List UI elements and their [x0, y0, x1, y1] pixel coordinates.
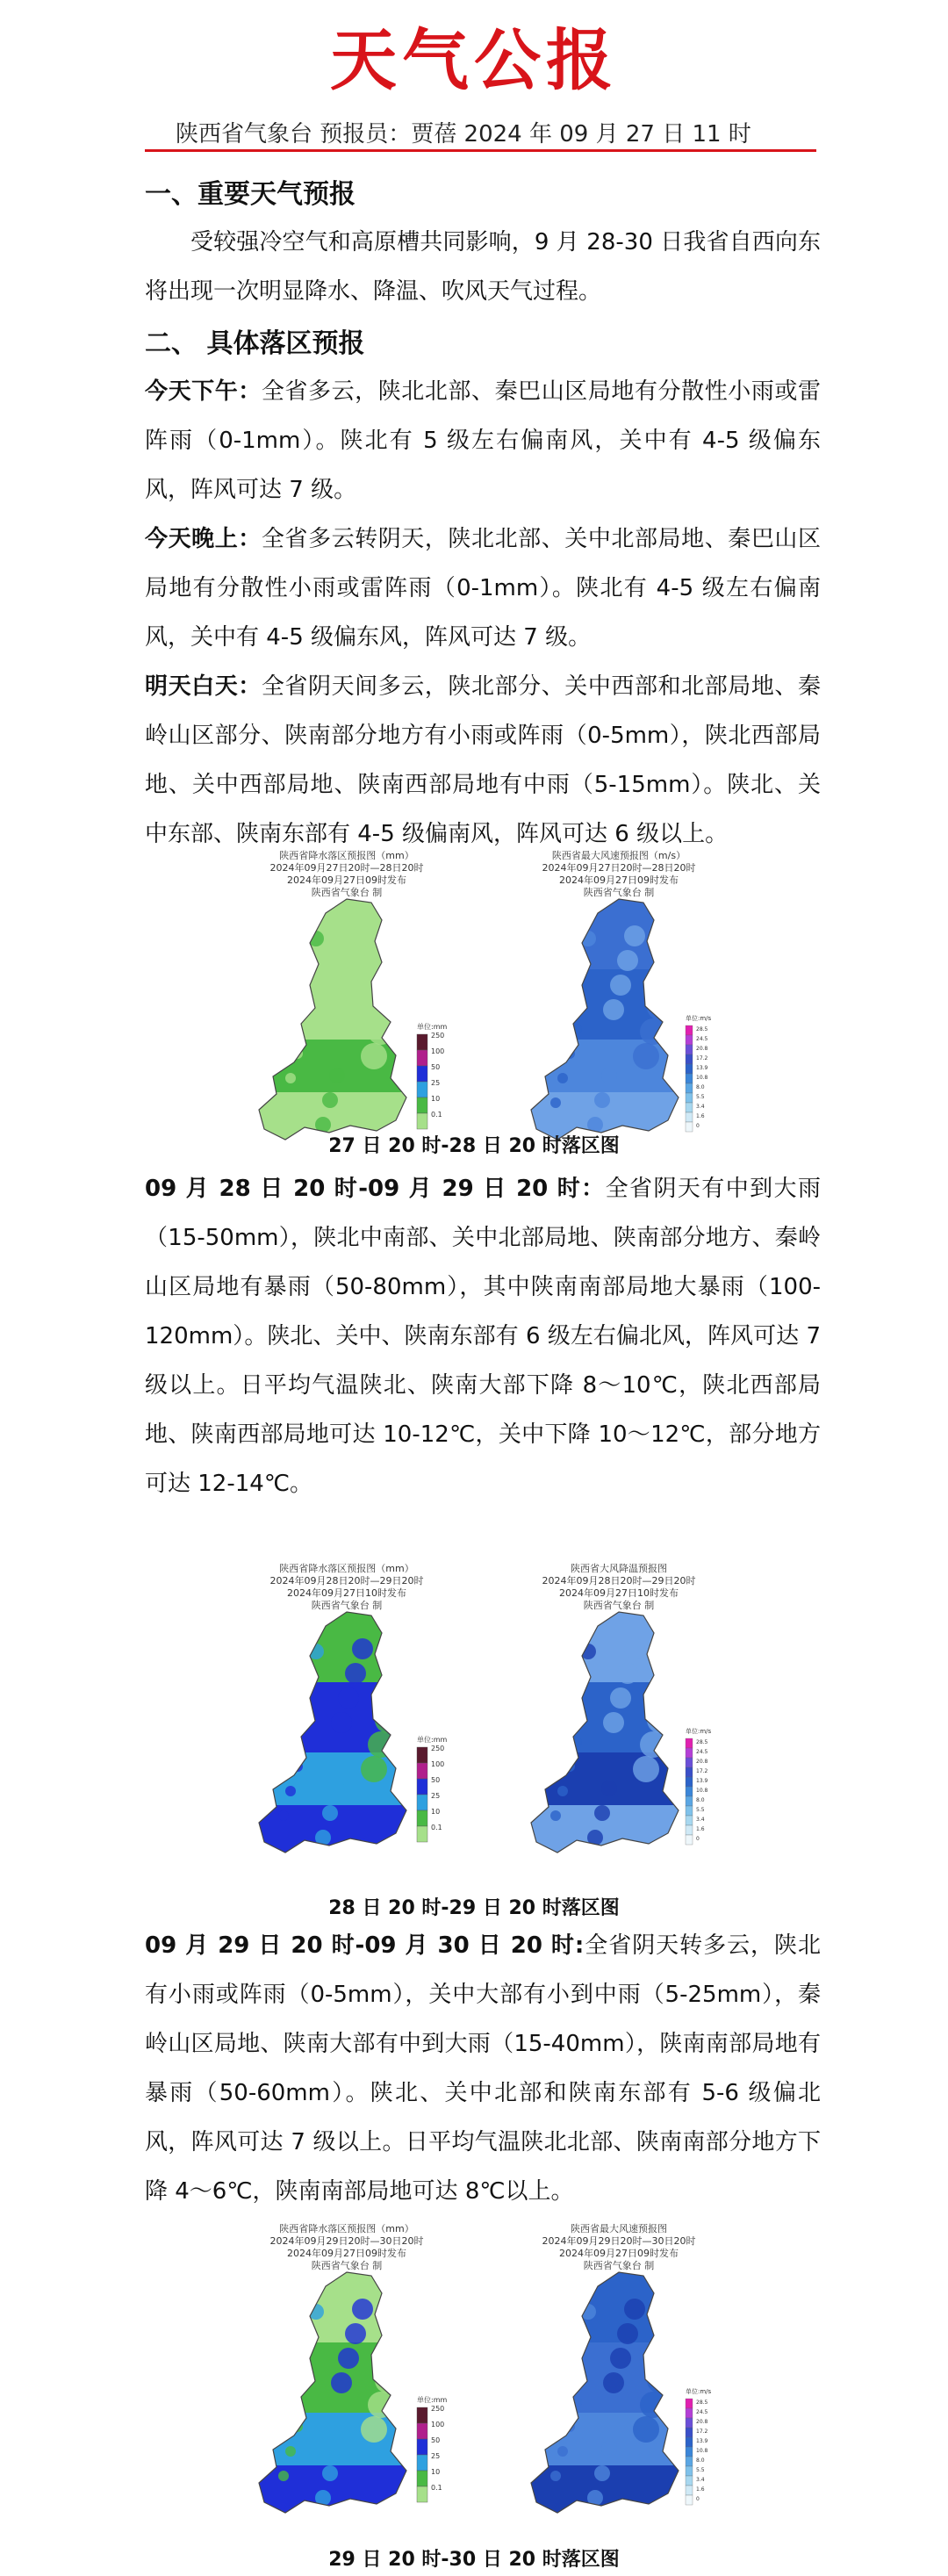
wind-map [514, 890, 724, 1145]
wind-legend-swatch [686, 2457, 693, 2466]
bulletin-title: 天气公报 [330, 21, 618, 99]
wind-map-patch [633, 1756, 659, 1782]
wind-map-patch [594, 2465, 610, 2481]
wind-map [514, 1603, 724, 1858]
rain-legend-unit: 单位:mm [417, 2396, 448, 2404]
rain-legend-swatch [417, 1747, 427, 1763]
rain-legend-tick: 0.1 [431, 2484, 442, 2492]
wind-legend-tick: 3.4 [696, 1104, 705, 1110]
wind-map-patch [633, 1043, 659, 1069]
rain-legend-tick: 100 [431, 2421, 445, 2428]
rain-map-patch [331, 1712, 352, 1733]
wind-legend-tick: 1.6 [696, 1113, 705, 1119]
wind-legend-tick: 8.0 [696, 1084, 705, 1090]
forecast-day2-text: 全省阴天有中到大雨（15-50mm），陕北中南部、关中北部局地、陕南部分地方、秦岭山区局地有暴雨（50-80mm），其中陕南南部局地大暴雨（100-120mm）。陕北、关中、陕南东部有 6 级左右偏北风，阵风可达 7 级以上。日平均气温陕北、陕南大部下降 8～10℃，陕北西部局地、陕南西部局地可达 10-12℃，关中下降 10～12℃，部分地方可达 12-14℃。 [145, 1176, 821, 1497]
wind-map-patch [603, 2372, 624, 2393]
wind-legend-swatch [686, 1054, 693, 1064]
wind-legend-swatch [686, 1777, 693, 1787]
rain-legend-tick: 50 [431, 1776, 441, 1784]
wind-legend-swatch [686, 2399, 693, 2408]
rain-legend [417, 2395, 447, 2502]
rain-map-patch [382, 2342, 408, 2369]
map-row-1 [145, 850, 821, 1129]
rain-map-header-line4: 陕西省气象台 制 [311, 1600, 383, 1611]
wind-legend-swatch [686, 1074, 693, 1083]
rain-legend-tick: 100 [431, 1047, 445, 1055]
wind-legend-swatch [686, 1083, 693, 1093]
wind-map-patch [543, 1624, 554, 1635]
wind-map-patch [624, 1638, 645, 1659]
wind-legend-tick: 10.8 [696, 2448, 708, 2454]
wind-map-patch [610, 975, 631, 996]
wind-map-header-line1: 陕西省最大风速预报图 [571, 2223, 667, 2234]
wind-legend-tick: 17.2 [696, 2428, 708, 2435]
rain-map-patch [345, 1663, 366, 1684]
rain-map-header-line1: 陕西省降水落区预报图（mm） [279, 850, 414, 861]
rain-map-patch [278, 2471, 289, 2481]
rain-legend-tick: 50 [431, 2436, 441, 2444]
forecast-tonight [145, 514, 821, 662]
wind-map-patch [654, 2342, 680, 2369]
map-row-3 [145, 2223, 821, 2502]
forecast-tomorrow-label: 明天白天： [145, 673, 262, 700]
wind-map-header-line3: 2024年09月27日09时发布 [559, 2248, 679, 2259]
rain-map-patch [361, 1043, 387, 1069]
rain-legend-swatch [417, 1810, 427, 1826]
wind-legend-tick: 17.2 [696, 1055, 708, 1061]
wind-legend-swatch [686, 1025, 693, 1035]
bulletin-byline: 陕西省气象台 预报员：贾蓓 2024 年 09 月 27 日 11 时 [176, 121, 751, 148]
rain-legend-swatch [417, 1050, 427, 1066]
wind-legend-tick: 20.8 [696, 1759, 708, 1765]
wind-map-patch [557, 1786, 568, 1796]
rain-legend-tick: 25 [431, 1079, 441, 1087]
rain-map-patch [382, 1682, 408, 1709]
rain-map-header-line1: 陕西省降水落区预报图（mm） [279, 2223, 414, 2234]
forecast-day2-label: 09 月 28 日 20 时-09 月 29 日 20 时： [145, 1176, 606, 1202]
wind-legend-swatch [686, 1767, 693, 1777]
wind-map-patch [557, 2446, 568, 2457]
rain-map-patch [352, 1638, 373, 1659]
rain-map-patch [278, 1810, 289, 1821]
wind-legend-swatch [686, 1103, 693, 1112]
wind-legend-swatch [686, 1112, 693, 1122]
forecast-day2 [145, 1164, 821, 1508]
wind-map-patch [594, 1805, 610, 1821]
rain-legend [417, 1022, 447, 1129]
rain-map-patch [278, 1097, 289, 1108]
wind-map-header-line4: 陕西省气象台 制 [583, 2260, 655, 2271]
wind-map-patch [610, 1687, 631, 1709]
wind-legend-tick: 8.0 [696, 2457, 705, 2464]
wind-legend-swatch [686, 2466, 693, 2476]
wind-legend [686, 1014, 712, 1132]
rain-legend-swatch [417, 1097, 427, 1113]
rain-map-patch [329, 2441, 345, 2457]
rain-legend-swatch [417, 2486, 427, 2502]
wind-legend-swatch [686, 1748, 693, 1758]
wind-legend-tick: 24.5 [696, 1749, 708, 1755]
rain-map-patch [361, 2416, 387, 2443]
wind-legend-tick: 8.0 [696, 1797, 705, 1803]
wind-legend-tick: 28.5 [696, 2400, 708, 2406]
rain-legend-swatch [417, 1034, 427, 1050]
wind-legend-tick: 10.8 [696, 1075, 708, 1081]
wind-map-patch [601, 2441, 617, 2457]
rain-map-patch [299, 1737, 310, 1747]
wind-legend [686, 2387, 712, 2505]
forecast-afternoon-label: 今天下午： [145, 378, 262, 405]
wind-map-header-line1: 陕西省最大风速预报图（m/s） [551, 850, 686, 861]
rain-map-header-line1: 陕西省降水落区预报图（mm） [279, 1563, 414, 1574]
rain-legend-swatch [417, 1763, 427, 1779]
rain-map-patch [271, 2285, 282, 2295]
wind-legend-swatch [686, 2437, 693, 2447]
wind-map-patch [573, 2328, 589, 2344]
wind-map-header-line2: 2024年09月28日20时—29日20时 [542, 1575, 696, 1587]
section-2-heading: 二、 具体落区预报 [145, 328, 365, 359]
wind-map-header-line4: 陕西省气象台 制 [583, 1600, 655, 1611]
rain-legend-swatch [417, 1082, 427, 1097]
wind-legend-swatch [686, 2447, 693, 2457]
rain-map-patch [285, 1073, 296, 1083]
map-caption-2: 28 日 20 时-29 日 20 时落区图 [328, 1897, 620, 1919]
wind-map-patch [654, 969, 680, 996]
wind-legend-tick: 5.5 [696, 1094, 705, 1100]
wind-legend-swatch [686, 1816, 693, 1825]
rain-legend-tick: 250 [431, 1745, 445, 1752]
wind-map-patch [573, 1668, 589, 1684]
wind-map-patch [617, 2323, 638, 2344]
wind-legend-tick: 0 [696, 1836, 700, 1842]
rain-legend-swatch [417, 2455, 427, 2471]
forecast-afternoon [145, 367, 821, 514]
wind-map-patch [647, 2367, 673, 2393]
wind-map-header-line4: 陕西省气象台 制 [583, 887, 655, 898]
rain-map-patch [345, 2323, 366, 2344]
rain-map-patch [375, 994, 401, 1020]
map-caption-1: 27 日 20 时-28 日 20 时落区图 [328, 1135, 620, 1157]
wind-map-patch [603, 999, 624, 1020]
rain-legend-swatch [417, 1066, 427, 1082]
rain-map-patch [299, 2397, 310, 2407]
rain-map-header-line3: 2024年09月27日09时发布 [287, 2248, 406, 2259]
rain-map-patch [329, 1781, 345, 1796]
wind-legend-swatch [686, 1064, 693, 1074]
wind-map-patch [647, 994, 673, 1020]
forecast-tonight-label: 今天晚上： [145, 526, 262, 552]
wind-legend-tick: 13.9 [696, 1778, 708, 1784]
wind-legend-unit: 单位:m/s [686, 1728, 712, 1735]
rain-legend [417, 1735, 447, 1842]
rain-map-patch [331, 999, 352, 1020]
wind-legend-tick: 1.6 [696, 1826, 705, 1832]
wind-legend-tick: 20.8 [696, 2419, 708, 2425]
rain-map-patch [271, 911, 282, 922]
rain-legend-swatch [417, 2423, 427, 2439]
wind-map-patch [601, 1781, 617, 1796]
rain-legend-tick: 10 [431, 1095, 441, 1103]
forecast-day3 [145, 1921, 821, 2216]
wind-legend-swatch [686, 2418, 693, 2428]
forecast-day3-label: 09 月 29 日 20 时-09 月 30 日 20 时: [145, 1932, 585, 1959]
wind-map-header-line1: 陕西省大风降温预报图 [571, 1563, 667, 1574]
rain-map-patch [322, 1805, 338, 1821]
rain-legend-swatch [417, 2407, 427, 2423]
rain-map [241, 1603, 452, 1858]
rain-map-header-line2: 2024年09月27日20时—28日20时 [269, 862, 424, 874]
rain-legend-tick: 50 [431, 1063, 441, 1071]
wind-map-patch [543, 911, 554, 922]
rain-map-patch [301, 1668, 317, 1684]
wind-legend-tick: 17.2 [696, 1768, 708, 1774]
rain-legend-swatch [417, 1779, 427, 1795]
rain-map-patch [301, 2328, 317, 2344]
rain-legend-tick: 250 [431, 2405, 445, 2413]
forecast-tomorrow-text: 全省阴天间多云，陕北部分、关中西部和北部局地、秦岭山区部分、陕南部分地方有小雨或阵雨（0-5mm），陕北西部局地、关中西部局地、陕南西部局地有中雨（5-15mm）。陕北、关中东部、陕南东部有 4-5 级偏南风，阵风可达 6 级以上。 [145, 673, 821, 847]
wind-legend-tick: 5.5 [696, 1807, 705, 1813]
map-caption-3: 29 日 20 时-30 日 20 时落区图 [328, 2549, 620, 2571]
forecast-tomorrow [145, 662, 821, 859]
wind-legend-tick: 10.8 [696, 1788, 708, 1794]
rain-map-header-line3: 2024年09月27日10时发布 [287, 1587, 406, 1599]
rain-map-patch [352, 925, 373, 946]
section-1-heading: 一、重要天气预报 [145, 179, 356, 210]
rain-map-header-line3: 2024年09月27日09时发布 [287, 874, 406, 886]
wind-map-patch [594, 1092, 610, 1108]
wind-legend-unit: 单位:m/s [686, 2388, 712, 2395]
wind-map-header-line2: 2024年09月29日20时—30日20时 [542, 2235, 696, 2247]
rain-map-patch [299, 1024, 310, 1034]
wind-legend-swatch [686, 2495, 693, 2505]
wind-legend-swatch [686, 1093, 693, 1103]
rain-legend-tick: 10 [431, 1808, 441, 1816]
wind-legend-swatch [686, 2428, 693, 2437]
wind-legend-swatch [686, 2476, 693, 2486]
rain-legend-swatch [417, 1113, 427, 1129]
wind-legend-swatch [686, 1806, 693, 1816]
rain-map-patch [271, 1624, 282, 1635]
section-1-text: 受较强冷空气和高原槽共同影响，9 月 28-30 日我省自西向东将出现一次明显降水、降温、吹风天气过程。 [145, 229, 821, 305]
wind-map-patch [557, 1073, 568, 1083]
wind-map-patch [571, 2397, 582, 2407]
rain-map-patch [285, 2446, 296, 2457]
rain-map-patch [338, 1687, 359, 1709]
rain-legend-tick: 0.1 [431, 1824, 442, 1831]
rain-map [241, 890, 452, 1145]
wind-legend-tick: 5.5 [696, 2467, 705, 2473]
wind-map-patch [633, 2416, 659, 2443]
wind-map-header-line3: 2024年09月27日09时发布 [559, 874, 679, 886]
wind-legend-swatch [686, 1787, 693, 1796]
wind-legend-tick: 24.5 [696, 2409, 708, 2415]
rain-legend-swatch [417, 1826, 427, 1842]
forecast-day3-text: 全省阴天转多云，陕北有小雨或阵雨（0-5mm），关中大部有小到中雨（5-25mm），秦岭山区局地、陕南大部有中到大雨（15-40mm），陕南南部局地有暴雨（50-60mm）。陕北、关中北部和陕南东部有 5-6 级偏北风，阵风可达 7 级以上。日平均气温陕北北部、陕南南部分地方下降 4～6℃，陕南南部局地可达 8℃以上。 [145, 1932, 821, 2205]
wind-map-header-line3: 2024年09月27日10时发布 [559, 1587, 679, 1599]
rain-map [241, 2263, 452, 2518]
rain-legend-tick: 25 [431, 1792, 441, 1800]
wind-map-patch [624, 925, 645, 946]
wind-map-patch [617, 950, 638, 971]
wind-map-patch [543, 2285, 554, 2295]
rain-map-patch [361, 1756, 387, 1782]
wind-legend-swatch [686, 2486, 693, 2495]
rain-legend-tick: 10 [431, 2468, 441, 2476]
wind-legend-swatch [686, 1825, 693, 1835]
wind-legend-unit: 单位:m/s [686, 1015, 712, 1022]
wind-legend [686, 1727, 712, 1845]
wind-legend-tick: 28.5 [696, 1026, 708, 1033]
rain-map-patch [382, 969, 408, 996]
rain-legend-unit: 单位:mm [417, 1736, 448, 1744]
wind-map-patch [624, 2299, 645, 2320]
rain-legend-tick: 100 [431, 1760, 445, 1768]
wind-map-patch [601, 1068, 617, 1083]
wind-map-patch [571, 1737, 582, 1747]
forecast-tonight-text: 全省多云转阴天，陕北北部、关中北部局地、秦巴山区局地有分散性小雨或雷阵雨（0-1mm）。陕北有 4-5 级左右偏南风，关中有 4-5 级偏东风，阵风可达 7 级。 [145, 526, 821, 651]
rain-map-patch [301, 955, 317, 971]
rain-map-patch [375, 1707, 401, 1733]
wind-map-patch [550, 1810, 561, 1821]
wind-map-patch [610, 2348, 631, 2369]
wind-map-patch [603, 1712, 624, 1733]
wind-legend-swatch [686, 1738, 693, 1748]
wind-legend-tick: 28.5 [696, 1739, 708, 1745]
rain-legend-swatch [417, 2471, 427, 2486]
map-row-2 [145, 1563, 821, 1842]
rain-map-patch [338, 2348, 359, 2369]
wind-map-patch [550, 1097, 561, 1108]
forecast-afternoon-text: 全省多云，陕北北部、秦巴山区局地有分散性小雨或雷阵雨（0-1mm）。陕北有 5 级左右偏南风，关中有 4-5 级偏东风，阵风可达 7 级。 [145, 378, 821, 503]
header-rule [145, 149, 816, 152]
rain-map-patch [285, 1786, 296, 1796]
wind-legend-tick: 24.5 [696, 1036, 708, 1042]
rain-map-patch [322, 1092, 338, 1108]
wind-legend-swatch [686, 1758, 693, 1767]
wind-legend-tick: 0 [696, 1123, 700, 1129]
rain-map-patch [338, 975, 359, 996]
wind-legend-tick: 13.9 [696, 1065, 708, 1071]
wind-map-patch [617, 1663, 638, 1684]
rain-map-patch [322, 2465, 338, 2481]
wind-legend-tick: 3.4 [696, 1817, 705, 1823]
rain-legend-unit: 单位:mm [417, 1023, 448, 1031]
rain-map-header-line4: 陕西省气象台 制 [311, 887, 383, 898]
wind-map [514, 2263, 724, 2518]
wind-legend-swatch [686, 1035, 693, 1045]
wind-legend-tick: 3.4 [696, 2477, 705, 2483]
rain-map-header-line4: 陕西省气象台 制 [311, 2260, 383, 2271]
wind-legend-swatch [686, 1835, 693, 1845]
wind-map-header-line2: 2024年09月27日20时—28日20时 [542, 862, 696, 874]
rain-map-patch [345, 950, 366, 971]
rain-map-header-line2: 2024年09月28日20时—29日20时 [269, 1575, 424, 1587]
wind-legend-tick: 20.8 [696, 1046, 708, 1052]
rain-map-patch [329, 1068, 345, 1083]
rain-map-header-line2: 2024年09月29日20时—30日20时 [269, 2235, 424, 2247]
rain-legend-swatch [417, 2439, 427, 2455]
wind-legend-swatch [686, 2408, 693, 2418]
rain-legend-swatch [417, 1795, 427, 1810]
rain-map-patch [331, 2372, 352, 2393]
rain-map-patch [375, 2367, 401, 2393]
rain-legend-tick: 25 [431, 2452, 441, 2460]
wind-legend-tick: 13.9 [696, 2438, 708, 2444]
wind-legend-tick: 1.6 [696, 2486, 705, 2493]
rain-legend-tick: 0.1 [431, 1111, 442, 1119]
wind-legend-swatch [686, 1796, 693, 1806]
rain-map-patch [352, 2299, 373, 2320]
wind-map-patch [654, 1682, 680, 1709]
wind-map-patch [571, 1024, 582, 1034]
wind-map-patch [550, 2471, 561, 2481]
wind-map-patch [573, 955, 589, 971]
wind-legend-swatch [686, 1045, 693, 1054]
rain-legend-tick: 250 [431, 1032, 445, 1040]
wind-map-patch [647, 1707, 673, 1733]
wind-legend-tick: 0 [696, 2496, 700, 2502]
